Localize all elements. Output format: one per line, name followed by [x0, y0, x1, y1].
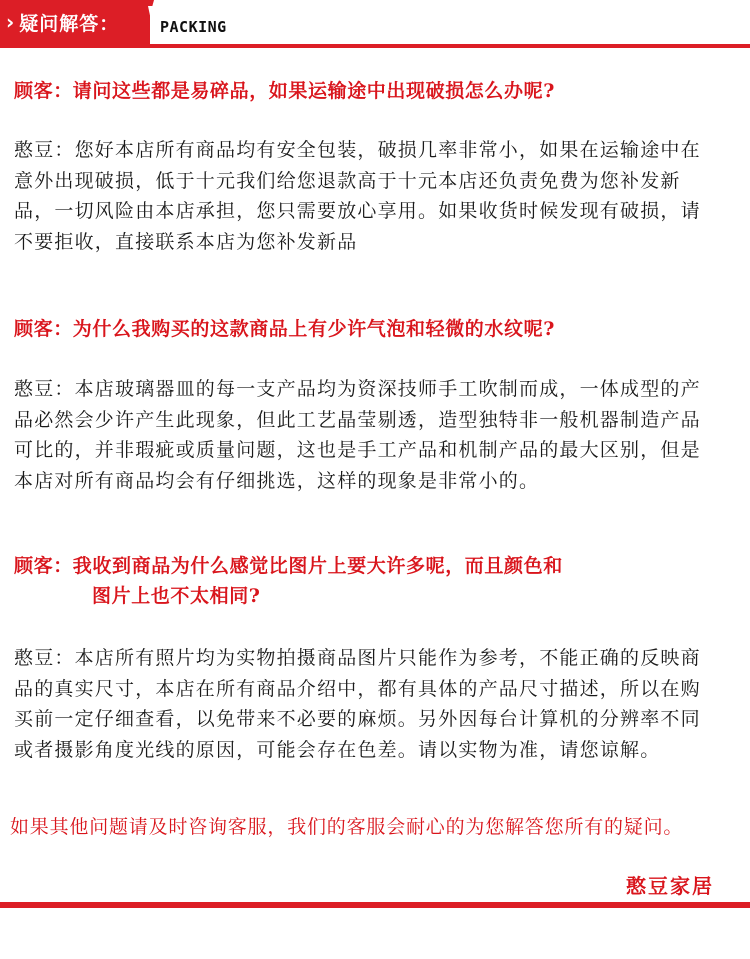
closing-note: 如果其他问题请及时咨询客服，我们的客服会耐心的为您解答您所有的疑问。 — [10, 816, 684, 838]
header-slant-cut — [148, 6, 156, 44]
faq-question-3-line2: 图片上也不太相同? — [92, 585, 261, 607]
faq-answer-3: 憨豆：本店所有照片均为实物拍摄商品图片只能作为参考，不能正确的反映商品的真实尺寸，本店在所有商品介绍中，都有具体的产品尺寸描述，所以在购买前一定仔细查看，以免带来不必要的麻烦。另外因每台计算机的分辨率不同或者摄影角度光线的原因，可能会存在色差。请以实物为准，请您谅解。 — [14, 647, 701, 761]
footer-divider — [0, 902, 750, 908]
faq-question-1: 顾客：请问这些都是易碎品，如果运输途中出现破损怎么办呢? — [14, 80, 555, 102]
faq-answer-1: 憨豆：您好本店所有商品均有安全包装，破损几率非常小，如果在运输途中在意外出现破损，低于十元我们给您退款高于十元本店还负责免费为您补发新品，一切风险由本店承担，您只需要放心享用。如果收货时候发现有破损，请不要拒收，直接联系本店为您补发新品 — [14, 139, 701, 253]
header-title: 疑问解答： — [19, 12, 120, 35]
chevron-right-icon: › — [6, 10, 16, 34]
header-tab — [0, 0, 119, 44]
faq-question-3-line1: 顾客：我收到商品为什么感觉比图片上要大许多呢，而且颜色和 — [14, 555, 563, 577]
header-subtitle: PACKING — [160, 18, 227, 36]
faq-answer-2: 憨豆：本店玻璃器皿的每一支产品均为资深技师手工吹制而成，一体成型的产品必然会少许产生此现象，但此工艺晶莹剔透，造型独特非一般机器制造产品可比的，并非瑕疵或质量问题，这也是手工产品和机制产品的最大区别，但是本店对所有商品均会有仔细挑选，这样的现象是非常小的。 — [14, 378, 701, 492]
faq-question-2: 顾客：为什么我购买的这款商品上有少许气泡和轻微的水纹呢? — [14, 318, 555, 340]
section-header — [0, 0, 750, 48]
faq-question-3 — [14, 551, 734, 611]
header-divider — [0, 44, 750, 48]
shop-signature: 憨豆家居 — [626, 874, 714, 898]
